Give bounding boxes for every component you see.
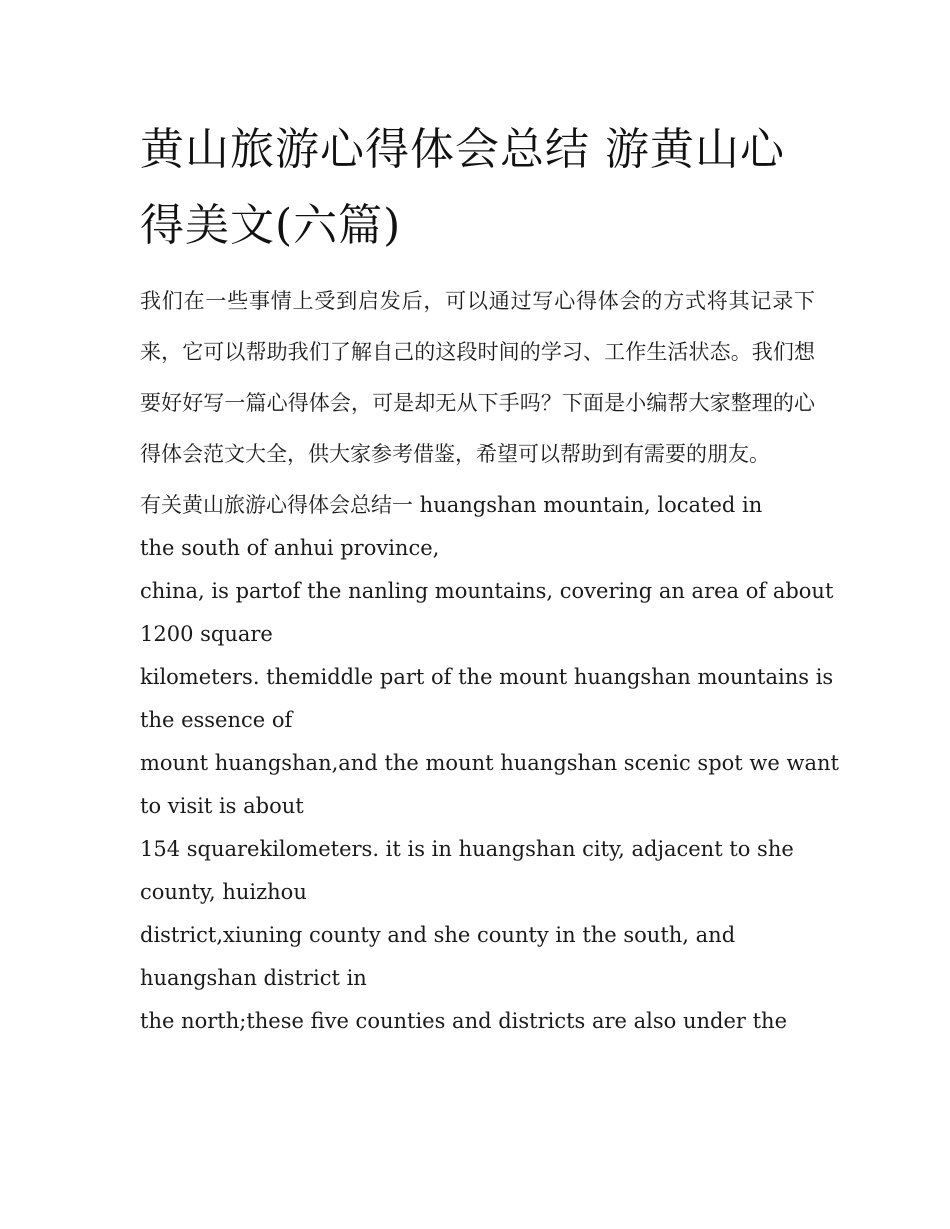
body-line: 154 squarekilometers. it is in huangshan city, adjacent to she (140, 837, 794, 861)
document-title: 黄山旅游心得体会总结 游黄山心得美文(六篇) (140, 124, 785, 251)
body-line: county, huizhou (140, 880, 307, 904)
body-line: mount huangshan,and the mount huangshan scenic spot we want (140, 751, 839, 775)
body-line: kilometers. themiddle part of the mount huangshan mountains is (140, 665, 834, 689)
document-page (140, 112, 839, 1043)
body-line: huangshan district in (140, 966, 367, 990)
body-line: the south of anhui province, (140, 536, 440, 560)
body-line: 有关黄山旅游心得体会总结一 huangshan mountain, located in (140, 493, 763, 517)
body-line: district,xiuning county and she county in the south, and (140, 923, 736, 947)
body-line: china, is partof the nanling mountains, covering an area of about (140, 579, 834, 603)
intro-paragraph: 我们在一些事情上受到启发后，可以通过写心得体会的方式将其记录下来，它可以帮助我们了解自己的这段时间的学习、工作生活状态。我们想要好好写一篇心得体会，可是却无从下手吗？下面是小编帮大家整理的心得体会范文大全，供大家参考借鉴，希望可以帮助到有需要的朋友。 (140, 289, 815, 466)
body-line: the essence of (140, 708, 293, 732)
body-line: 1200 square (140, 622, 273, 646)
body-line: the north;these five counties and districts are also under the (140, 1009, 788, 1033)
body-line: to visit is about (140, 794, 304, 818)
body-text (140, 484, 839, 1043)
